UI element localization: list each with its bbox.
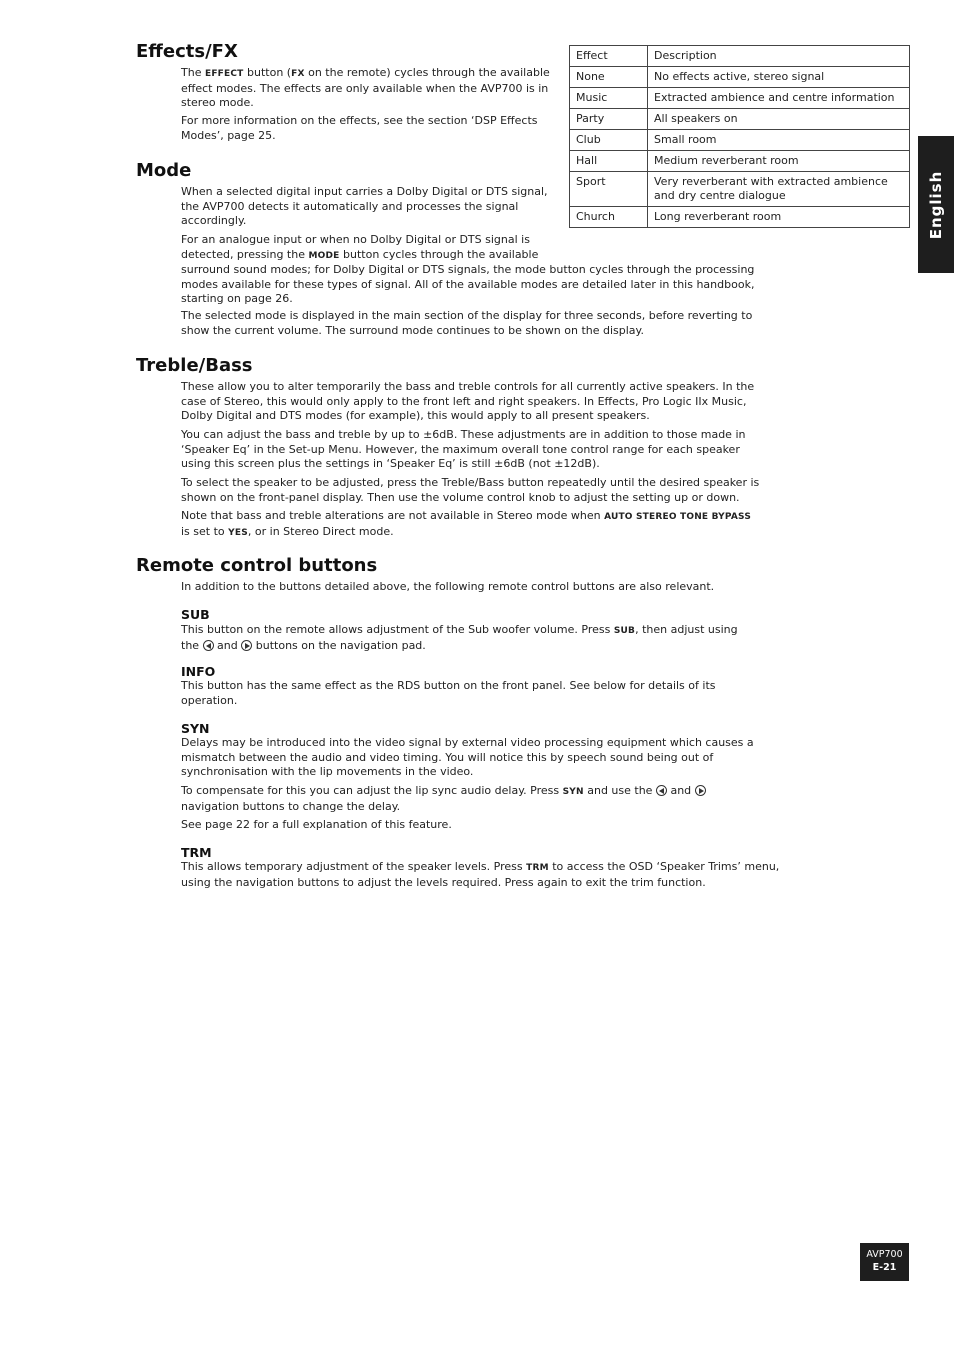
table-header-cell: Effect: [570, 46, 648, 67]
trm-paragraph: This allows temporary adjustment of the speaker levels. Press TRM to access the OSD ‘Speaker Trims’ menu, using the navigation buttons to adjust the levels required. Press again to exit the trim function.: [181, 860, 780, 889]
nav-right-icon: [241, 640, 252, 651]
effects-table: [569, 45, 910, 228]
table-cell: All speakers on: [648, 109, 910, 130]
footer-model: AVP700: [866, 1249, 903, 1260]
table-cell: Very reverberant with extracted ambience and dry centre dialogue: [648, 172, 910, 207]
remote-intro: In addition to the buttons detailed above, the following remote control buttons are also relevant.: [181, 580, 715, 593]
syn-heading: SYN: [181, 721, 210, 736]
language-tab-label: English: [927, 170, 945, 239]
sub-heading: SUB: [181, 607, 210, 622]
info-paragraph: This button has the same effect as the RDS button on the front panel. See below for details of its operation.: [181, 679, 716, 707]
syn-paragraph-3: See page 22 for a full explanation of this feature.: [181, 818, 452, 831]
table-row: [570, 207, 910, 228]
language-tab: [918, 136, 954, 273]
mode-heading: Mode: [136, 160, 192, 181]
effects-heading: Effects/FX: [136, 41, 238, 62]
table-row: [570, 130, 910, 151]
sub-key: SUB: [613, 626, 636, 636]
syn-paragraph-1: Delays may be introduced into the video signal by external video processing equipment which causes a mismatch between the audio and video timing. You will notice this by speech sound being out of synchronisation with the lip movements in the video.: [181, 736, 754, 778]
table-cell: None: [570, 67, 648, 88]
effect-key: EFFECT: [204, 69, 244, 79]
treble-paragraph-3: To select the speaker to be adjusted, press the Treble/Bass button repeatedly until the desired speaker is shown on the front-panel display. Then use the volume control knob to adjust the setting up or down.: [181, 476, 760, 504]
table-cell: Extracted ambience and centre information: [648, 88, 910, 109]
table-cell: Hall: [570, 151, 648, 172]
table-cell: Church: [570, 207, 648, 228]
treble-bass-heading: Treble/Bass: [136, 355, 253, 376]
trm-heading: TRM: [181, 845, 212, 860]
table-cell: Party: [570, 109, 648, 130]
table-cell: Sport: [570, 172, 648, 207]
effects-paragraph-1: The EFFECT button (FX on the remote) cycles through the available effect modes. The effects are only available when the AVP700 is in stereo mode.: [181, 66, 550, 109]
table-cell: Long reverberant room: [648, 207, 910, 228]
remote-buttons-heading: Remote control buttons: [136, 555, 378, 576]
table-row: [570, 88, 910, 109]
table-row: [570, 172, 910, 207]
nav-right-icon: [695, 785, 706, 796]
fx-key: FX: [291, 69, 305, 79]
info-heading: INFO: [181, 664, 216, 679]
table-cell: Club: [570, 130, 648, 151]
mode-key: MODE: [308, 250, 340, 261]
sub-paragraph: This button on the remote allows adjustment of the Sub woofer volume. Press SUB, then adjust using the and buttons on the navigation pad.: [181, 623, 738, 652]
page-footer-box: [860, 1243, 909, 1281]
table-header-cell: Description: [648, 46, 910, 67]
yes-key: YES: [228, 527, 248, 538]
table-cell: No effects active, stereo signal: [648, 67, 910, 88]
table-row: [570, 67, 910, 88]
table-row: [570, 109, 910, 130]
mode-paragraph-1: When a selected digital input carries a Dolby Digital or DTS signal, the AVP700 detects it automatically and processes the signal accordingly.: [181, 185, 548, 227]
table-cell: Small room: [648, 130, 910, 151]
table-row: [570, 151, 910, 172]
treble-paragraph-4: Note that bass and treble alterations are not available in Stereo mode when AUTO STEREO TONE BYPASS is set to YES, or in Stereo Direct mode.: [181, 509, 751, 538]
syn-paragraph-2: To compensate for this you can adjust the lip sync audio delay. Press SYN and use the and navigation buttons to change the delay.: [181, 784, 781, 814]
nav-left-icon: [656, 785, 667, 796]
nav-left-icon: [203, 640, 214, 651]
treble-paragraph-1: These allow you to alter temporarily the bass and treble controls for all currently active speakers. In the case of Stereo, this would only apply to the front left and right speakers. In Effects, Pro Logic IIx Music, Dolby Digital and DTS modes (for example), this would apply to all present speakers.: [181, 380, 755, 422]
treble-paragraph-2: You can adjust the bass and treble by up to ±6dB. These adjustments are in addition to those made in ‘Speaker Eq’ in the Set-up Menu. However, the maximum overall tone control range for each speaker using this screen plus the settings in ‘Speaker Eq’ is still ±6dB (not ±12dB).: [181, 428, 746, 470]
mode-paragraph-2: For an analogue input or when no Dolby Digital or DTS signal is detected, pressing the MODE button cycles through the available surround sound modes; for Dolby Digital or DTS signals, the mode button cycles through the processing modes available for these types of signal. All of the available modes are detailed later in this handbook, starting on page 26.: [181, 233, 755, 305]
syn-key: SYN: [562, 787, 584, 797]
table-header-row: [570, 46, 910, 67]
trm-key: TRM: [526, 863, 549, 873]
mode-paragraph-3: The selected mode is displayed in the main section of the display for three seconds, before reverting to show the current volume. The surround mode continues to be shown on the display.: [181, 309, 753, 337]
table-cell: Medium reverberant room: [648, 151, 910, 172]
effects-paragraph-2: For more information on the effects, see the section ‘DSP Effects Modes’, page 25.: [181, 114, 538, 142]
table-cell: Music: [570, 88, 648, 109]
tone-bypass-key: AUTO STEREO TONE BYPASS: [604, 512, 751, 522]
footer-page-number: E-21: [872, 1262, 897, 1273]
